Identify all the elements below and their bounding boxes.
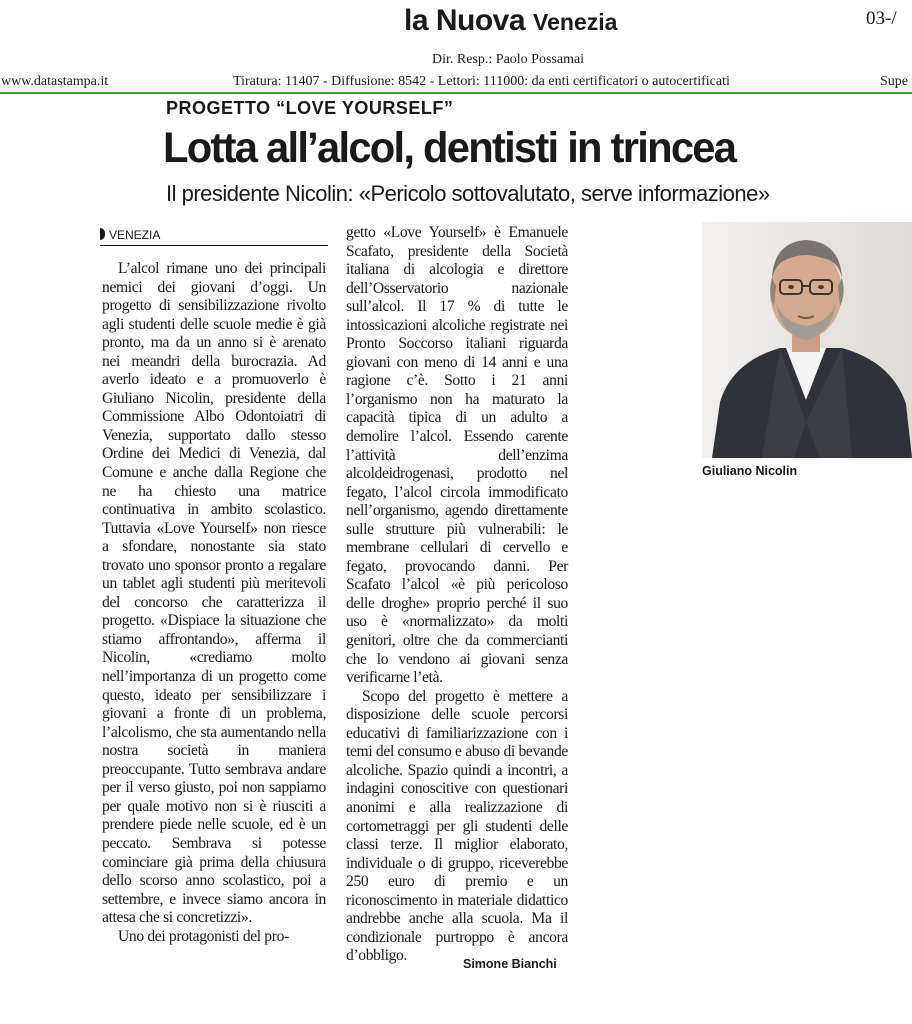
masthead [0,0,912,95]
dateline-marker-icon [100,228,105,240]
dateline [100,228,328,246]
article-headline: Lotta all’alcol, dentisti in trincea [163,124,736,172]
director-line: Dir. Resp.: Paolo Possamai [432,52,585,67]
paragraph: Scopo del progetto è mettere a disposizione delle scuole percorsi educativi di familiarizzazione con i temi del consumo e abuso di bevande alcoliche. Spazio quindi a incontri, a indagini conoscitive con questionari anonimi e alla realizzazione di cortometraggi per gli studenti delle classi terze. Il miglior elaborato, individuale o di gruppo, riceverebbe 250 euro di premio e un riconoscimento in materiale didattico andrebbe anche alla scuola. Ma il condizionale purtroppo è ancora d’obbligo. [346,687,568,965]
newspaper-logo [404,4,617,38]
circulation-stats: Tiratura: 11407 - Diffusione: 8542 - Lettori: 111000: da enti certificatori o autocertificati [233,74,730,89]
paragraph: Uno dei protagonisti del pro- [118,927,289,945]
issue-date: 03-/ [866,8,897,29]
portrait-photo [702,222,912,458]
portrait-photo-icon [702,222,912,458]
article-column-2 [346,224,568,966]
photo-caption: Giuliano Nicolin [702,464,798,478]
paper-city: Venezia [533,9,618,35]
cut-off-text: Supe [880,74,908,89]
author-signature: Simone Bianchi [463,957,557,971]
source-website: www.datastampa.it [1,74,109,89]
article-subhead: Il presidente Nicolin: «Pericolo sottovalutato, serve informazione» [166,181,770,206]
masthead-divider [0,92,912,94]
dateline-text: VENEZIA [109,228,161,242]
paragraph: getto «Love Yourself» è Emanuele Scafato, presidente della Società italiana di alcologia e direttore dell’Osservatorio nazionale sull’alcol. Il 17 % di tutte le intossicazioni alcoliche registrate nei Pronto Soccorso italiani riguarda giovani con meno di 14 anni e una ragione c’è. Sotto i 21 anni l’organismo non ha maturato la capacità tipica di un adulto a demolire l’alcol. Essendo carente l’attività dell’enzima alcoldeidrogenasi, prodotto nel fegato, l’alcol circola immodificato nell’organismo, agendo direttamente sulle strutture più vulnerabili: le membrane cellulari di cervello e fegato, provocando danni. Per Scafato l’alcol «è più pericoloso delle droghe» proprio perché il suo uso è «normalizzato» da molti genitori, oltre che da commercianti che lo vendono ai giovani senza verificarne l’età. [346,224,568,687]
article-column-1 [102,260,326,946]
article-kicker: PROGETTO “LOVE YOURSELF” [166,98,454,118]
paragraph: L’alcol rimane uno dei principali nemici dei giovani d’oggi. Un progetto di sensibilizzazione rivolto agli studenti delle scuole medie è già pronto, ma da un anno si è arenato nei meandri della burocrazia. Ad averlo ideato e a promuoverlo è Giuliano Nicolin, presidente della Commissione Albo Odontoiatri di Venezia, supportato dallo stesso Ordine dei Medici di Venezia, dal Comune e anche dalla Regione che ne ha chiesto una matrice continuativa in ambito scolastico. Tuttavia «Love Yourself» non riesce a sfondare, nonostante sia stato trovato uno sponsor pronto a regalare un tablet agli studenti più meritevoli del concorso che caratterizza il progetto. «Dispiace la situazione che stiamo affrontando», afferma il Nicolin, «crediamo molto nell’importanza di un progetto come questo, ideato per sensibilizzare i giovani a fronte di un problema, l’alcolismo, che sta aumentando nella nostra società in maniera preoccupante. Tutto sembrava andare per il verso giusto, poi non sappiamo per quale motivo non si è riusciti a prendere piede nelle scuole, ed è un peccato. Sembrava si potesse cominciare già prima della chiusura dello scorso anno scolastico, poi a settembre, e invece siamo ancora in attesa che si concretizzi». [102,260,326,927]
paper-name: la Nuova [404,4,526,37]
